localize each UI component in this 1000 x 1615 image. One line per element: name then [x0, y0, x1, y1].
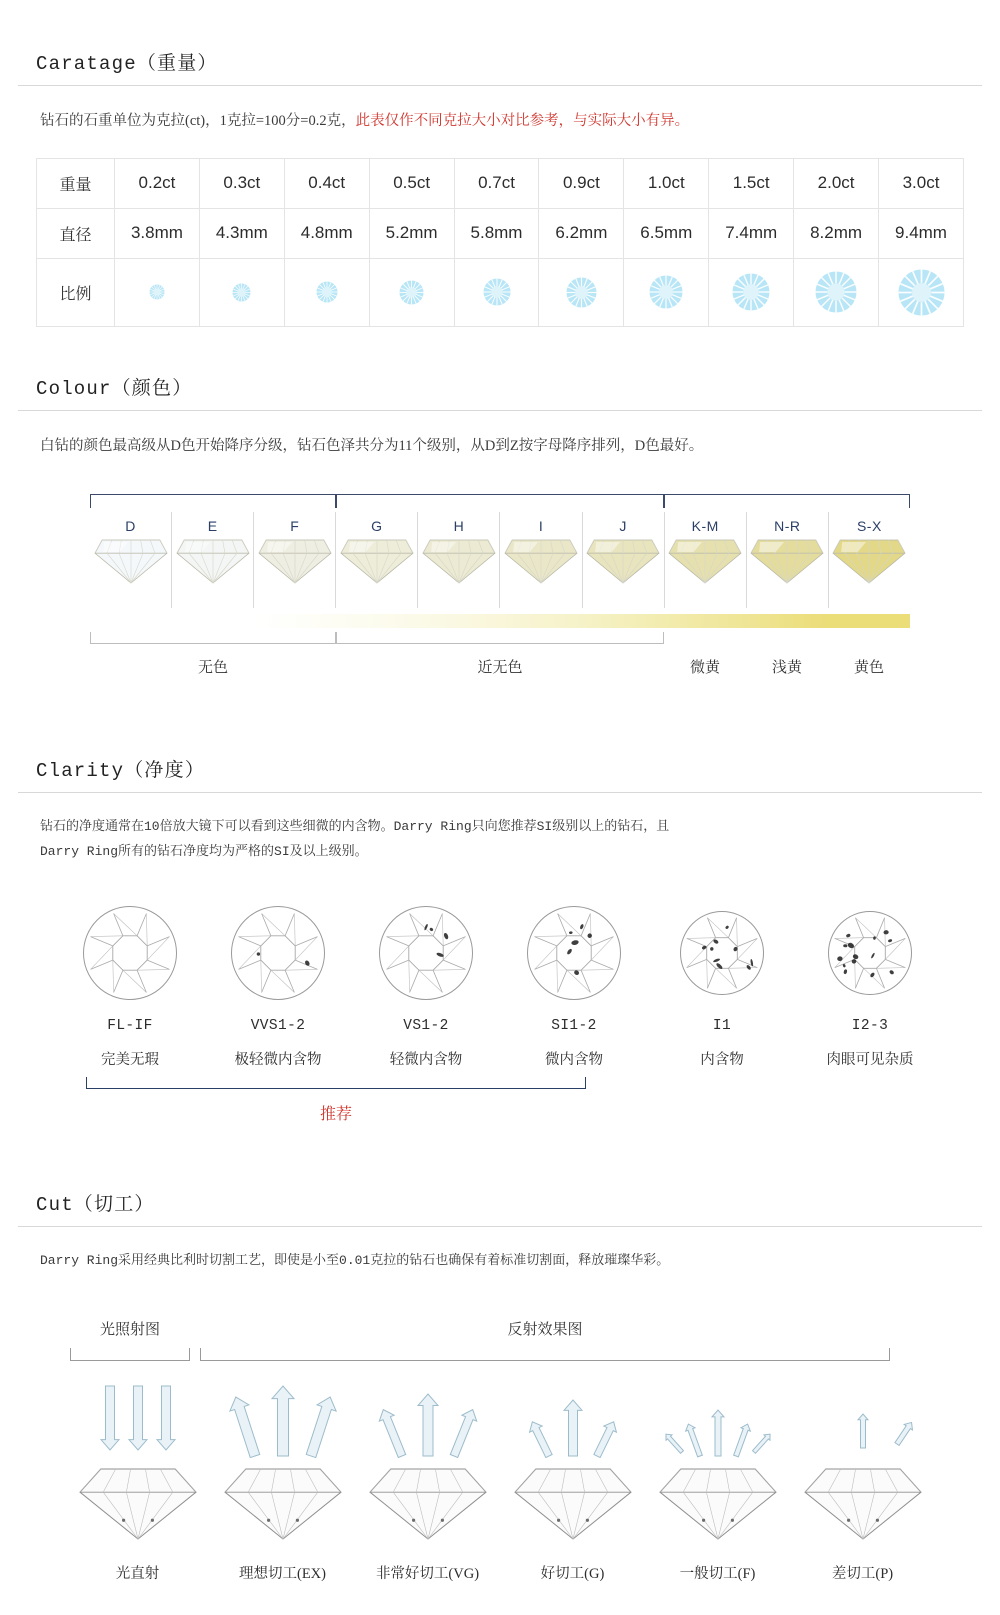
cut-gem-icon: [65, 1458, 210, 1550]
cut-item: [210, 1378, 355, 1583]
gradient-swatch: [254, 614, 336, 628]
clarity-grade-name: SI1-2: [551, 1018, 597, 1035]
clarity-grade-desc: 内含物: [700, 1052, 744, 1069]
bracket-direct-light: [70, 1348, 190, 1361]
cut-grade-label: 光直射: [115, 1566, 160, 1583]
cell-weight: 0.2ct: [115, 158, 200, 208]
clarity-grade-name: VS1-2: [403, 1018, 449, 1035]
caratage-table: [36, 158, 964, 327]
clarity-grade-name: FL-IF: [107, 1018, 153, 1035]
diamond-icon-d: [90, 538, 171, 608]
cell-weight: 0.5ct: [369, 158, 454, 208]
bracket-near-colourless-top: [336, 494, 664, 508]
clarity-item: [509, 898, 639, 1069]
table-row-diameter: [37, 208, 964, 258]
carat-gem-icon: [119, 284, 195, 300]
caratage-description-plain: 钻石的石重单位为克拉(ct)，1克拉=100分=0.2克，: [40, 113, 356, 129]
cell-ratio: [709, 258, 794, 326]
clarity-grade-name: I1: [712, 1018, 732, 1035]
cut-gem-icon: [210, 1458, 355, 1550]
light-arrows-up-poor: [790, 1378, 935, 1458]
clarity-item: [805, 898, 935, 1069]
cut-bracket-label-reflection: 反射效果图: [507, 1322, 583, 1339]
diamond-icon-km: [665, 538, 746, 608]
cut-gem-icon: [790, 1458, 935, 1550]
cell-diameter: 5.8mm: [454, 208, 539, 258]
cell-weight: 1.5ct: [709, 158, 794, 208]
section-cut: [0, 1143, 1000, 1603]
colour-grade-label: E: [207, 518, 218, 535]
cut-grade-label: 差切工(P): [831, 1566, 894, 1583]
cut-description: Darry Ring采用经典比利时切割工艺，即使是小至0.01克拉的钻石也确保有着标准切割面，释放璀璨华彩。: [40, 1253, 670, 1269]
clarity-diagram-si: [509, 898, 639, 1008]
carat-gem-icon: [204, 283, 280, 302]
diamond-icon-f: [254, 538, 335, 608]
table-row-weight: [37, 158, 964, 208]
cell-weight: 0.3ct: [199, 158, 284, 208]
clarity-grade-name: VVS1-2: [250, 1018, 306, 1035]
cell-diameter: 9.4mm: [879, 208, 964, 258]
clarity-diagram-i1: [657, 898, 787, 1008]
row-label-diameter: 直径: [37, 208, 115, 258]
cell-weight: 0.7ct: [454, 158, 539, 208]
light-arrows-up-good: [355, 1378, 500, 1458]
table-row-ratio: [37, 258, 964, 326]
gradient-swatch: [828, 614, 910, 628]
carat-gem-icon: [543, 277, 619, 308]
clarity-grade-desc: 肉眼可见杂质: [826, 1052, 914, 1069]
colour-top-brackets: [90, 494, 910, 510]
colour-group-label-faint-yellow: 微黄: [689, 660, 720, 677]
colour-grade-cell: [828, 512, 910, 608]
diamond-icon-nr: [747, 538, 828, 608]
cut-item: [500, 1378, 645, 1583]
recommend-bracket: [86, 1077, 586, 1089]
cut-grade-label: 非常好切工(VG): [375, 1566, 480, 1583]
cut-gem-icon: [645, 1458, 790, 1550]
colour-group-label-yellow: 黄色: [853, 660, 884, 677]
carat-gem-icon: [798, 271, 874, 313]
clarity-grade-row: [0, 898, 1000, 1069]
cut-item: [65, 1378, 210, 1583]
bottom-spacer: [0, 1583, 1000, 1603]
bracket-colourless-top: [90, 494, 336, 508]
clarity-grade-desc: 极轻微内含物: [234, 1052, 322, 1069]
colour-grade-cell: [664, 512, 746, 608]
cut-bracket-label-direct: 光照射图: [99, 1322, 160, 1339]
clarity-grade-desc: 完美无瑕: [101, 1052, 159, 1069]
gradient-swatch: [172, 614, 254, 628]
gradient-swatch: [90, 614, 172, 628]
clarity-description: [40, 815, 960, 864]
cut-gem-icon: [355, 1458, 500, 1550]
colour-chart-inner: [90, 494, 910, 677]
light-arrows-up-strong: [210, 1378, 355, 1458]
colour-group-label-light-yellow: 浅黄: [771, 660, 802, 677]
colour-grade-label: H: [453, 518, 465, 535]
colour-grade-cell: [253, 512, 335, 608]
diamond-icon-sx: [829, 538, 910, 608]
cell-ratio: [624, 258, 709, 326]
cell-ratio: [454, 258, 539, 326]
colour-grade-cell: [335, 512, 417, 608]
colour-grade-cell: [90, 512, 171, 608]
cell-diameter: 3.8mm: [115, 208, 200, 258]
carat-gem-icon: [628, 275, 704, 309]
carat-gem-icon: [289, 281, 365, 303]
colour-group-labels: [90, 656, 910, 677]
cell-diameter: 6.2mm: [539, 208, 624, 258]
cell-ratio: [199, 258, 284, 326]
section-heading-cut: Cut（切工）: [18, 1189, 982, 1227]
clarity-grade-desc: 轻微内含物: [389, 1052, 463, 1069]
colour-gradient-bar: [90, 614, 910, 628]
clarity-item: [213, 898, 343, 1069]
section-heading-caratage: Caratage（重量）: [18, 48, 982, 86]
diamond-icon-h: [418, 538, 499, 608]
cut-grade-label: 理想切工(EX): [239, 1566, 326, 1583]
colour-description: 白钻的颜色最高级从D色开始降序分级，钻石色泽共分为11个级别，从D到Z按字母降序排列，D色最好。: [40, 437, 704, 454]
bracket-near-colourless-bottom: [336, 632, 664, 644]
clarity-diagram-fl-if: [65, 898, 195, 1008]
bracket-reflection: [200, 1348, 890, 1361]
cell-ratio: [115, 258, 200, 326]
colour-grade-label: G: [371, 518, 383, 535]
cut-grade-row: [0, 1378, 1000, 1583]
gradient-swatch: [664, 614, 746, 628]
cell-weight: 3.0ct: [879, 158, 964, 208]
cell-ratio: [879, 258, 964, 326]
colour-grade-cell: [417, 512, 499, 608]
cut-item: [645, 1378, 790, 1583]
clarity-grade-name: I2-3: [851, 1018, 889, 1035]
row-label-ratio: 比例: [37, 258, 115, 326]
cell-ratio: [794, 258, 879, 326]
cell-ratio: [284, 258, 369, 326]
section-caratage: [0, 0, 1000, 327]
cell-diameter: 6.5mm: [624, 208, 709, 258]
colour-grade-label: J: [619, 518, 627, 535]
diamond-icon-e: [172, 538, 253, 608]
colour-grade-label: S-X: [856, 518, 882, 535]
caratage-description-highlight: 此表仅作不同克拉大小对比参考，与实际大小有异。: [355, 113, 690, 129]
clarity-item: [65, 898, 195, 1069]
carat-gem-icon: [459, 278, 535, 306]
recommend-label: 推荐: [319, 1106, 352, 1124]
light-arrows-up-medium: [500, 1378, 645, 1458]
light-arrows-up-weak: [645, 1378, 790, 1458]
gradient-swatch: [582, 614, 664, 628]
colour-group-label-near-colourless: 近无色: [477, 660, 523, 677]
gradient-swatch: [746, 614, 828, 628]
carat-gem-icon: [374, 280, 450, 305]
cell-weight: 0.9ct: [539, 158, 624, 208]
colour-bottom-brackets: [90, 632, 910, 646]
gradient-swatch: [418, 614, 500, 628]
clarity-item: [657, 898, 787, 1069]
section-clarity: [0, 709, 1000, 1143]
cell-diameter: 5.2mm: [369, 208, 454, 258]
clarity-item: [361, 898, 491, 1069]
gradient-swatch: [500, 614, 582, 628]
colour-grade-label: K-M: [691, 518, 719, 535]
colour-grade-cell: [171, 512, 253, 608]
carat-gem-icon: [713, 273, 789, 311]
colour-grade-cell: [582, 512, 664, 608]
colour-group-label-colourless: 无色: [197, 660, 228, 677]
cell-weight: 0.4ct: [284, 158, 369, 208]
cut-item: [355, 1378, 500, 1583]
row-label-weight: 重量: [37, 158, 115, 208]
section-heading-clarity: Clarity（净度）: [18, 755, 982, 793]
diamond-icon-j: [583, 538, 664, 608]
clarity-grade-desc: 微内含物: [545, 1052, 603, 1069]
bracket-tinted-top: [664, 494, 910, 508]
carat-gem-icon: [883, 269, 959, 316]
clarity-diagram-i2-3: [805, 898, 935, 1008]
colour-grade-cell: [746, 512, 828, 608]
colour-grade-label: D: [125, 518, 136, 535]
clarity-diagram-vvs: [213, 898, 343, 1008]
colour-grade-cell: [499, 512, 581, 608]
diamond-icon-g: [336, 538, 417, 608]
cut-item: [790, 1378, 935, 1583]
cell-diameter: 8.2mm: [794, 208, 879, 258]
caratage-description: [40, 108, 960, 136]
clarity-description-line2: Darry Ring所有的钻石净度均为严格的SI及以上级别。: [40, 843, 368, 859]
bracket-colourless-bottom: [90, 632, 336, 644]
diamond-icon-i: [500, 538, 581, 608]
colour-grade-row: [90, 512, 910, 608]
cut-grade-label: 一般切工(F): [679, 1566, 756, 1583]
section-colour: [0, 327, 1000, 710]
cell-ratio: [369, 258, 454, 326]
colour-grade-chart: [0, 494, 1000, 709]
cell-ratio: [539, 258, 624, 326]
cell-diameter: 4.8mm: [284, 208, 369, 258]
section-heading-colour: Colour（颜色）: [18, 373, 982, 411]
clarity-description-line1: 钻石的净度通常在10倍放大镜下可以看到这些细微的内含物。Darry Ring只向您推荐SI级别以上的钻石，且: [40, 819, 670, 835]
cell-weight: 1.0ct: [624, 158, 709, 208]
colour-grade-label: I: [538, 518, 544, 535]
colour-grade-label: N-R: [774, 518, 801, 535]
cut-gem-icon: [500, 1458, 645, 1550]
cut-bracket-group: [0, 1300, 1000, 1374]
cell-diameter: 4.3mm: [199, 208, 284, 258]
cell-diameter: 7.4mm: [709, 208, 794, 258]
cut-grade-label: 好切工(G): [540, 1566, 605, 1583]
clarity-diagram-vs: [361, 898, 491, 1008]
gradient-swatch: [336, 614, 418, 628]
clarity-recommendation: [0, 1073, 1000, 1143]
cell-weight: 2.0ct: [794, 158, 879, 208]
colour-grade-label: F: [290, 518, 300, 535]
light-arrows-down: [65, 1378, 210, 1458]
